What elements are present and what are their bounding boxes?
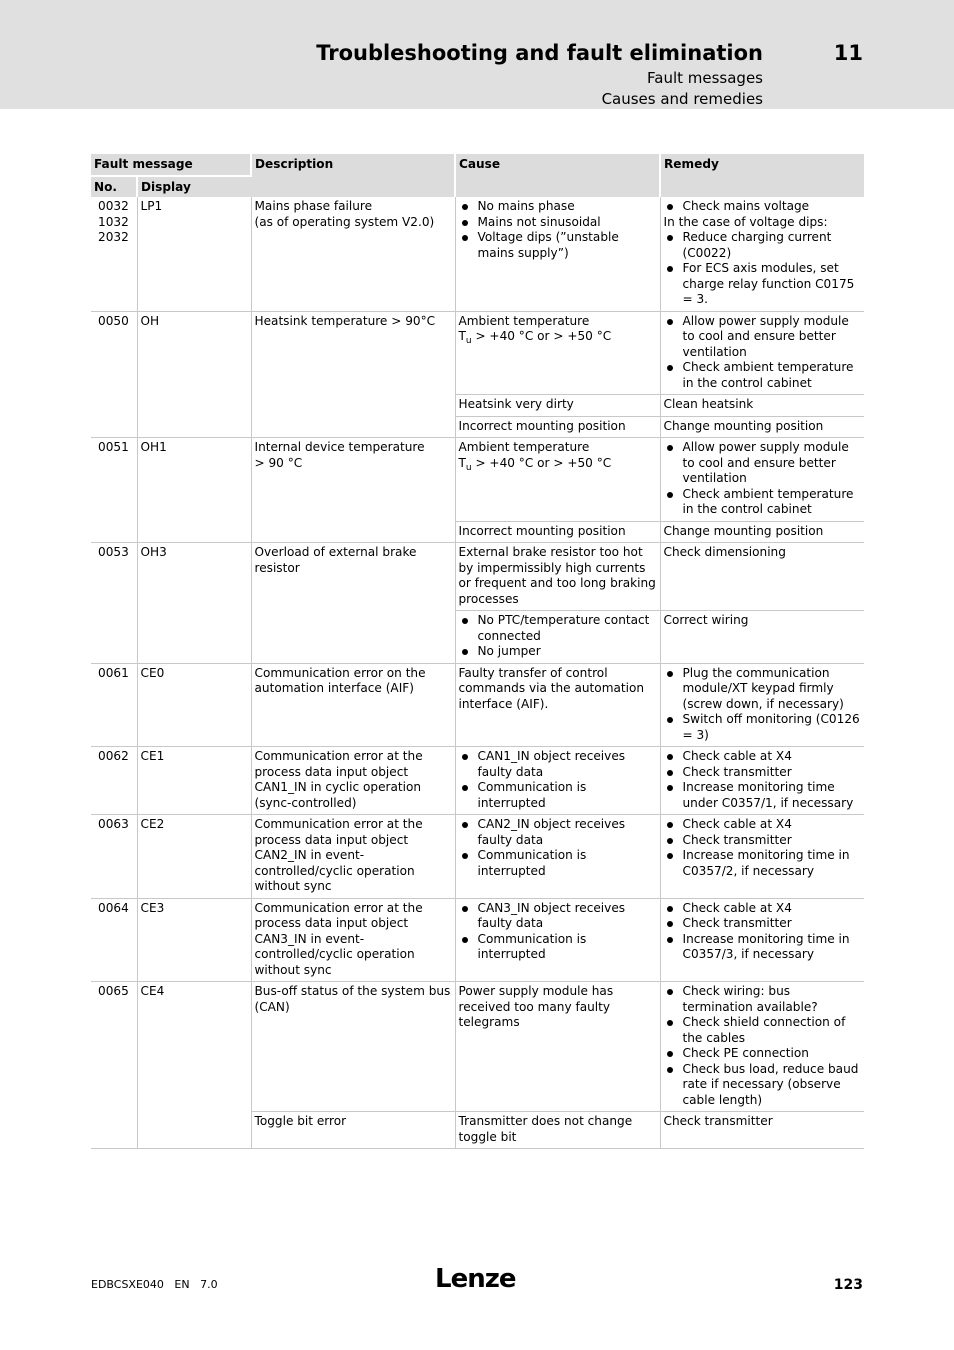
fault-cause [455,898,660,982]
fault-remedy [660,747,864,815]
remedy-item: Switch off monitoring (C0126 = 3) [664,712,862,743]
fault-remedy [660,663,864,747]
table-row [91,982,864,1112]
fault-remedy: Clean heatsink [660,395,864,417]
remedy-item: Check transmitter [664,765,862,781]
doc-id: EDBCSXE040 [91,1278,164,1291]
fault-cause [455,611,660,664]
cause-item: Communication is interrupted [459,780,657,811]
fault-display: CE1 [137,747,251,815]
fault-cause [455,311,660,395]
header-fault-message: Fault message [91,154,251,176]
fault-display: CE4 [137,982,251,1149]
header-remedy: Remedy [660,154,864,197]
fault-remedy: Change mounting position [660,416,864,438]
footer-doc-info [91,1278,218,1291]
fault-display: CE0 [137,663,251,747]
fault-description: Communication error at the process data input object CAN3_IN in event-controlled/cyclic operation without sync [251,898,455,982]
doc-version: 7.0 [200,1278,218,1291]
table-row [91,311,864,395]
fault-no: 0050 [91,311,137,438]
fault-cause: Faulty transfer of control commands via the automation interface (AIF). [455,663,660,747]
fault-cause: Transmitter does not change toggle bit [455,1112,660,1149]
fault-no: 0061 [91,663,137,747]
fault-description: Communication error at the process data input object CAN2_IN in event-controlled/cyclic operation without sync [251,815,455,899]
page-number: 123 [833,1277,863,1293]
fault-no: 0051 [91,438,137,543]
remedy-item: Allow power supply module to cool and ensure better ventilation [664,314,862,361]
remedy-item: Increase monitoring time in C0357/2, if necessary [664,848,862,879]
header-no: No. [91,176,137,198]
table-row [91,438,864,522]
cause-item: Communication is interrupted [459,932,657,963]
table-row [91,663,864,747]
cause-item: CAN2_IN object receives faulty data [459,817,657,848]
cause-text: Ambient temperature [458,313,590,328]
cause-item: No jumper [459,644,657,660]
header-cause: Cause [455,154,660,197]
fault-table [91,154,864,1149]
temp-range: > +40 °C or > +50 °C [471,455,612,470]
temp-subscript: u [465,336,472,346]
fault-display: OH1 [137,438,251,543]
temp-symbol: T [458,455,466,470]
fault-cause: Heatsink very dirty [455,395,660,417]
remedy-item: Check cable at X4 [664,749,862,765]
fault-no: 0064 [91,898,137,982]
fault-display: OH [137,311,251,438]
cause-temperature [459,329,657,350]
fault-description: Communication error at the process data input object CAN1_IN in cyclic operation (sync-controlled) [251,747,455,815]
cause-item: CAN3_IN object receives faulty data [459,901,657,932]
cause-item: No PTC/temperature contact connected [459,613,657,644]
remedy-item: Check cable at X4 [664,901,862,917]
remedy-item: Check bus load, reduce baud rate if necessary (observe cable length) [664,1062,862,1109]
remedy-item: For ECS axis modules, set charge relay function C0175 = 3. [664,261,862,308]
cause-item: Mains not sinusoidal [459,215,657,231]
fault-remedy [660,438,864,522]
remedy-item: Allow power supply module to cool and ensure better ventilation [664,440,862,487]
fault-remedy [660,311,864,395]
fault-no: 0062 [91,747,137,815]
fault-display: LP1 [137,197,251,311]
header-display: Display [137,176,251,198]
fault-remedy [660,815,864,899]
fault-cause [455,197,660,311]
remedy-item: Plug the communication module/XT keypad firmly (screw down, if necessary) [664,666,862,713]
fault-cause: Power supply module has received too many faulty telegrams [455,982,660,1112]
subsection-subtitle: Causes and remedies [601,90,763,108]
fault-cause: External brake resistor too hot by impermissibly high currents or frequent and too long braking processes [455,543,660,611]
cause-item: Voltage dips (”unstable mains supply”) [459,230,657,261]
fault-display: CE3 [137,898,251,982]
table-row [91,543,864,611]
doc-language: EN [174,1278,190,1291]
remedy-item: Increase monitoring time under C0357/1, if necessary [664,780,862,811]
fault-remedy [660,982,864,1112]
fault-description: Internal device temperature > 90 °C [251,438,455,543]
fault-no: 0065 [91,982,137,1149]
fault-description: Overload of external brake resistor [251,543,455,664]
cause-item: Communication is interrupted [459,848,657,879]
fault-no: 0063 [91,815,137,899]
remedy-item: Check ambient temperature in the control cabinet [664,487,862,518]
remedy-item: Check shield connection of the cables [664,1015,862,1046]
remedy-item: Check PE connection [664,1046,862,1062]
fault-description: Mains phase failure (as of operating system V2.0) [251,197,455,311]
cause-text: Ambient temperature [458,440,590,454]
remedy-item: Check ambient temperature in the control cabinet [664,360,862,391]
lenze-logo [435,1264,515,1294]
remedy-item: Increase monitoring time in C0357/3, if necessary [664,932,862,963]
fault-description: Bus-off status of the system bus (CAN) [251,982,455,1112]
logo-text: Lenze [435,1264,516,1294]
cause-item: No mains phase [459,199,657,215]
fault-remedy: Change mounting position [660,521,864,543]
chapter-title: Troubleshooting and fault elimination [316,41,763,65]
remedy-text: In the case of voltage dips: [663,214,828,229]
temp-range: > +40 °C or > +50 °C [471,329,612,343]
fault-remedy [660,197,864,311]
fault-no: 0053 [91,543,137,664]
temp-subscript: u [465,462,472,473]
remedy-item: Reduce charging current (C0022) [664,230,862,261]
section-subtitle: Fault messages [647,69,763,87]
fault-description: Toggle bit error [251,1112,455,1149]
table-row [91,898,864,982]
cause-item: CAN1_IN object receives faulty data [459,749,657,780]
header-description: Description [251,154,455,197]
table-row [91,197,864,311]
table-row [91,815,864,899]
fault-cause: Incorrect mounting position [455,521,660,543]
chapter-number: 11 [833,41,863,65]
fault-remedy [660,898,864,982]
fault-cause: Incorrect mounting position [455,416,660,438]
remedy-item: Check wiring: bus termination available? [664,984,862,1015]
fault-display: OH3 [137,543,251,664]
fault-cause [455,747,660,815]
fault-display: CE2 [137,815,251,899]
table-row [91,747,864,815]
fault-no: 0032 1032 2032 [91,197,137,311]
cause-temperature [459,456,657,477]
fault-cause [455,438,660,522]
remedy-item: Check mains voltage [664,199,862,215]
fault-remedy: Check transmitter [660,1112,864,1149]
temp-symbol: T [458,329,466,343]
remedy-item: Check transmitter [664,916,862,932]
fault-remedy: Correct wiring [660,611,864,664]
fault-cause [455,815,660,899]
fault-description: Heatsink temperature > 90°C [251,311,455,438]
remedy-item: Check cable at X4 [664,817,862,833]
remedy-item: Check transmitter [664,833,862,849]
fault-description: Communication error on the automation interface (AIF) [251,663,455,747]
fault-remedy: Check dimensioning [660,543,864,611]
